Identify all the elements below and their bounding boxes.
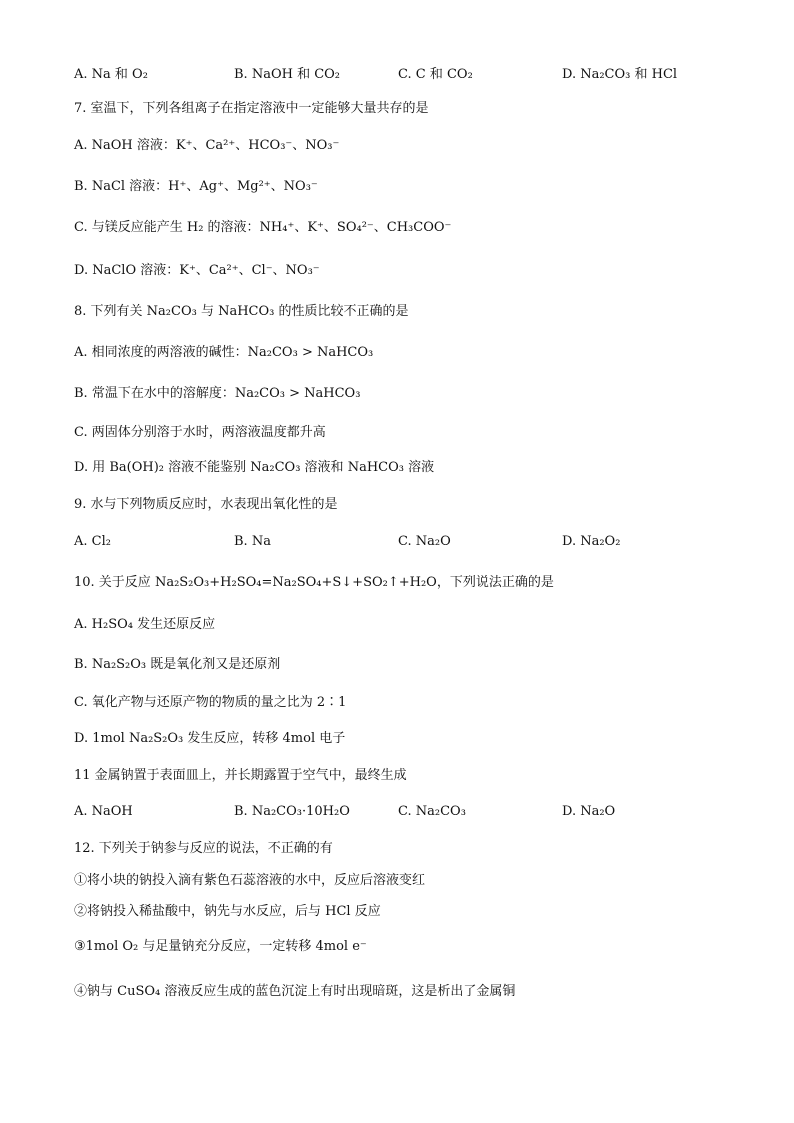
q10-option-b: B. Na₂S₂O₃ 既是氧化剂又是还原剂 [74,657,281,672]
q12-statement-1: ①将小块的钠投入滴有紫色石蕊溶液的水中，反应后溶液变红 [74,873,426,888]
q8-stem: 8. 下列有关 Na₂CO₃ 与 NaHCO₃ 的性质比较不正确的是 [74,304,409,319]
q7-option-a: A. NaOH 溶液：K⁺、Ca²⁺、HCO₃⁻、NO₃⁻ [74,138,340,153]
q6-option-c: C. C 和 CO₂ [398,67,473,82]
q7-option-b: B. NaCl 溶液：H⁺、Ag⁺、Mg²⁺、NO₃⁻ [74,179,318,194]
q11-option-b: B. Na₂CO₃·10H₂O [234,804,350,819]
q12-statement-3: ③1mol O₂ 与足量钠充分反应，一定转移 4mol e⁻ [74,939,367,954]
q7-stem: 7. 室温下，下列各组离子在指定溶液中一定能够大量共存的是 [74,101,429,116]
q12-statement-2: ②将钠投入稀盐酸中，钠先与水反应，后与 HCl 反应 [74,904,381,919]
q11-option-a: A. NaOH [74,804,133,819]
q9-option-b: B. Na [234,534,271,549]
q10-option-a: A. H₂SO₄ 发生还原反应 [74,617,216,632]
q9-option-c: C. Na₂O [398,534,451,549]
q11-option-c: C. Na₂CO₃ [398,804,466,819]
q7-option-c: C. 与镁反应能产生 H₂ 的溶液：NH₄⁺、K⁺、SO₄²⁻、CH₃COO⁻ [74,220,452,235]
q10-option-d: D. 1mol Na₂S₂O₃ 发生反应，转移 4mol 电子 [74,731,346,746]
q9-option-d: D. Na₂O₂ [562,534,621,549]
q8-option-c: C. 两固体分别溶于水时，两溶液温度都升高 [74,425,326,440]
q10-stem: 10. 关于反应 Na₂S₂O₃+H₂SO₄=Na₂SO₄+S↓+SO₂↑+H₂O，下列说法正确的是 [74,575,554,590]
q8-option-d: D. 用 Ba(OH)₂ 溶液不能鉴别 Na₂CO₃ 溶液和 NaHCO₃ 溶液 [74,460,435,475]
q9-options [74,533,754,551]
q6-option-d: D. Na₂CO₃ 和 HCl [562,67,678,82]
q11-option-d: D. Na₂O [562,804,616,819]
q10-option-c: C. 氧化产物与还原产物的物质的量之比为 2∶1 [74,695,347,710]
q8-option-b: B. 常温下在水中的溶解度：Na₂CO₃ > NaHCO₃ [74,386,361,401]
q9-stem: 9. 水与下列物质反应时，水表现出氧化性的是 [74,497,338,512]
q6-option-a: A. Na 和 O₂ [74,67,148,82]
q7-option-d: D. NaClO 溶液：K⁺、Ca²⁺、Cl⁻、NO₃⁻ [74,263,320,278]
q11-stem: 11 金属钠置于表面皿上，并长期露置于空气中，最终生成 [74,768,407,783]
q9-option-a: A. Cl₂ [74,534,111,549]
q6-option-b: B. NaOH 和 CO₂ [234,67,341,82]
q11-options [74,803,754,821]
q6-options [74,66,754,84]
q8-option-a: A. 相同浓度的两溶液的碱性：Na₂CO₃ > NaHCO₃ [74,345,374,360]
q12-stem: 12. 下列关于钠参与反应的说法，不正确的有 [74,841,333,856]
q12-statement-4: ④钠与 CuSO₄ 溶液反应生成的蓝色沉淀上有时出现暗斑，这是析出了金属铜 [74,984,516,999]
